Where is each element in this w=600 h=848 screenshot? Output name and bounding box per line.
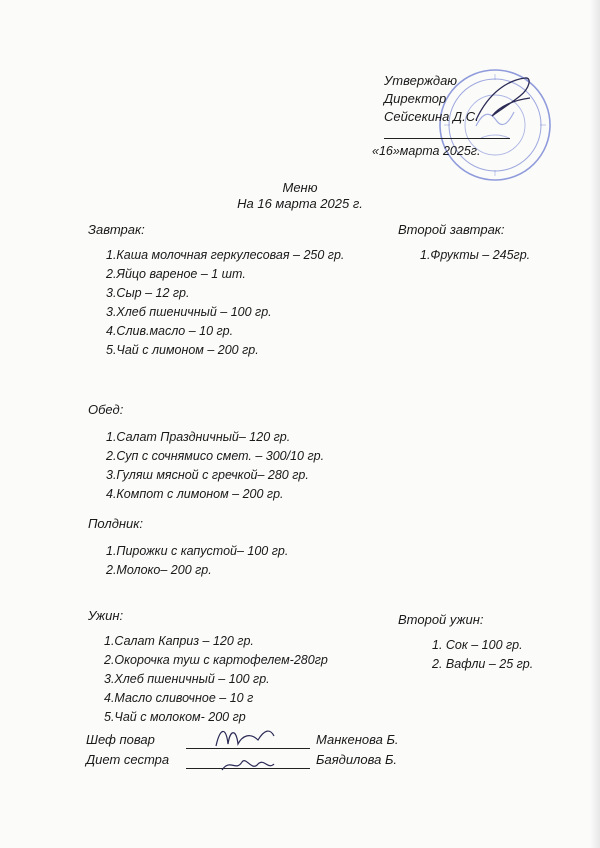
list-item: 1.Пирожки с капустой– 100 гр.	[106, 544, 289, 558]
list-item: 5.Чай с молоком- 200 гр	[104, 710, 246, 724]
document-title	[0, 180, 600, 212]
approval-signature-line	[384, 138, 510, 139]
second-dinner-list	[432, 636, 533, 674]
list-item: 2.Суп с сочнямисо смет. – 300/10 гр.	[106, 449, 325, 463]
list-item: 3.Хлеб пшеничный – 100 гр.	[104, 672, 270, 686]
dinner-heading: Ужин:	[88, 608, 124, 623]
list-item: 2.Молоко– 200 гр.	[106, 563, 212, 577]
list-item: 1. Сок – 100 гр.	[432, 638, 523, 652]
title-date: На 16 марта 2025 г.	[237, 196, 363, 211]
second-dinner-heading: Второй ужин:	[398, 612, 484, 627]
nurse-name: Баядилова Б.	[316, 752, 398, 767]
dinner-list	[104, 632, 328, 727]
snack-list	[106, 542, 288, 580]
snack-heading: Полдник:	[88, 516, 144, 531]
nurse-signature	[218, 752, 278, 778]
list-item: 1.Каша молочная геркулесовая – 250 гр.	[106, 248, 345, 262]
list-item: 2.Окорочка туш с картофелем-280гр	[104, 653, 328, 667]
second-breakfast-heading: Второй завтрак:	[398, 222, 505, 237]
lunch-list	[106, 428, 324, 504]
list-item: 1.Салат Каприз – 120 гр.	[104, 634, 254, 648]
list-item: 4.Компот с лимоном – 200 гр.	[106, 487, 284, 501]
breakfast-heading: Завтрак:	[88, 222, 145, 237]
lunch-heading: Обед:	[88, 402, 124, 417]
chef-signature	[210, 722, 280, 752]
approval-line-approve: Утверждаю	[384, 73, 458, 88]
list-item: 3.Сыр – 12 гр.	[106, 286, 190, 300]
nurse-role: Диет сестра	[86, 752, 170, 767]
list-item: 4.Слив.масло – 10 гр.	[106, 324, 234, 338]
list-item: 4.Масло сливочное – 10 г	[104, 691, 254, 705]
chef-role: Шеф повар	[86, 732, 155, 747]
approval-block	[384, 72, 479, 126]
list-item: 1.Салат Праздничный– 120 гр.	[106, 430, 291, 444]
approval-date: «16»марта 2025г.	[372, 144, 481, 158]
second-breakfast-list	[420, 246, 530, 265]
list-item: 3.Хлеб пшеничный – 100 гр.	[106, 305, 272, 319]
title-menu: Меню	[282, 180, 318, 195]
list-item: 2.Яйцо вареное – 1 шт.	[106, 267, 246, 281]
approval-line-position: Директор	[384, 91, 447, 106]
approval-line-name: Сейсекина Д.С.	[384, 109, 479, 124]
page-edge-shadow	[590, 0, 600, 848]
breakfast-list	[106, 246, 344, 360]
list-item: 1.Фрукты – 245гр.	[420, 248, 531, 262]
list-item: 3.Гуляш мясной с гречкой– 280 гр.	[106, 468, 309, 482]
chef-name: Манкенова Б.	[316, 732, 399, 747]
list-item: 2. Вафли – 25 гр.	[432, 657, 534, 671]
list-item: 5.Чай с лимоном – 200 гр.	[106, 343, 259, 357]
director-signature	[470, 70, 540, 130]
